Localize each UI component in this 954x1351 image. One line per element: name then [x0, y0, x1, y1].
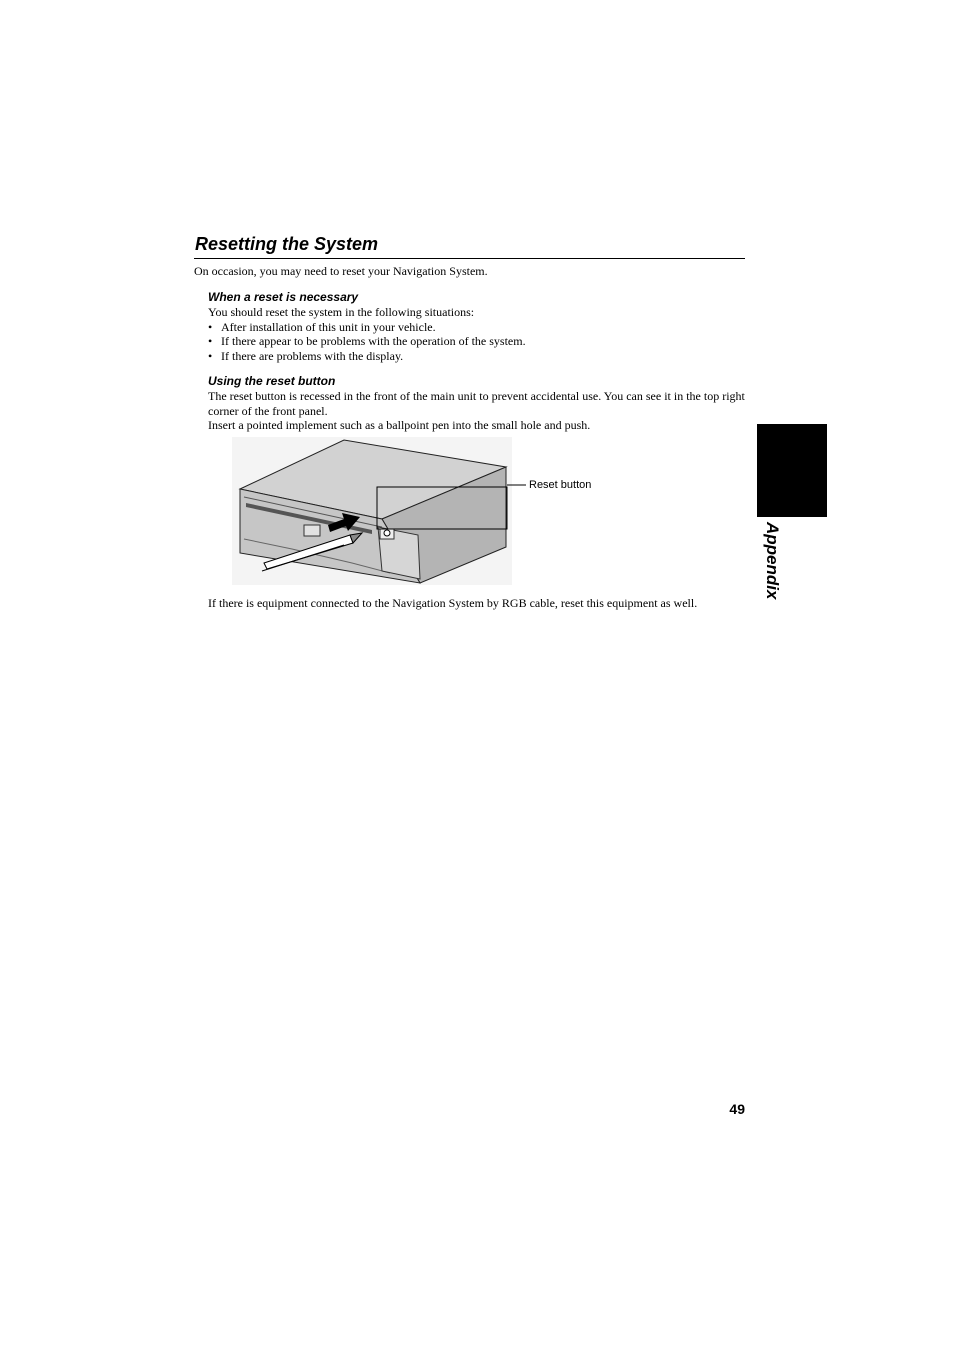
list-item: • After installation of this unit in your vehicle. [208, 320, 748, 335]
page-number: 49 [729, 1101, 745, 1117]
section-tab-text: Appendix [763, 522, 782, 600]
list-item: • If there appear to be problems with the operation of the system. [208, 334, 748, 349]
section-tab-label [756, 522, 786, 617]
when-reset-lead: You should reset the system in the following situations: [208, 305, 475, 319]
using-reset-paragraph-2: Insert a pointed implement such as a ballpoint pen into the small hole and push. [208, 418, 591, 433]
section-title: Resetting the System [195, 234, 379, 254]
using-reset-paragraph-1: The reset button is recessed in the front of the main unit to prevent accidental use. You can see it in the top right corner of the front panel. [208, 389, 745, 418]
list-item: • If there are problems with the display. [208, 349, 748, 364]
when-reset-body [208, 305, 748, 363]
navigation-unit-illustration [232, 437, 602, 585]
title-rule [194, 258, 745, 259]
reset-button-callout: Reset button [529, 479, 592, 491]
rgb-footnote: If there is equipment connected to the Navigation System by RGB cable, reset this equipment as well. [208, 596, 698, 610]
subheading-using-reset: Using the reset button [208, 374, 336, 388]
reset-situations-list [208, 320, 748, 364]
using-reset-body [208, 389, 748, 433]
intro-text: On occasion, you may need to reset your Navigation System. [194, 264, 488, 278]
subheading-when-reset: When a reset is necessary [208, 290, 359, 304]
section-tab [757, 424, 827, 517]
